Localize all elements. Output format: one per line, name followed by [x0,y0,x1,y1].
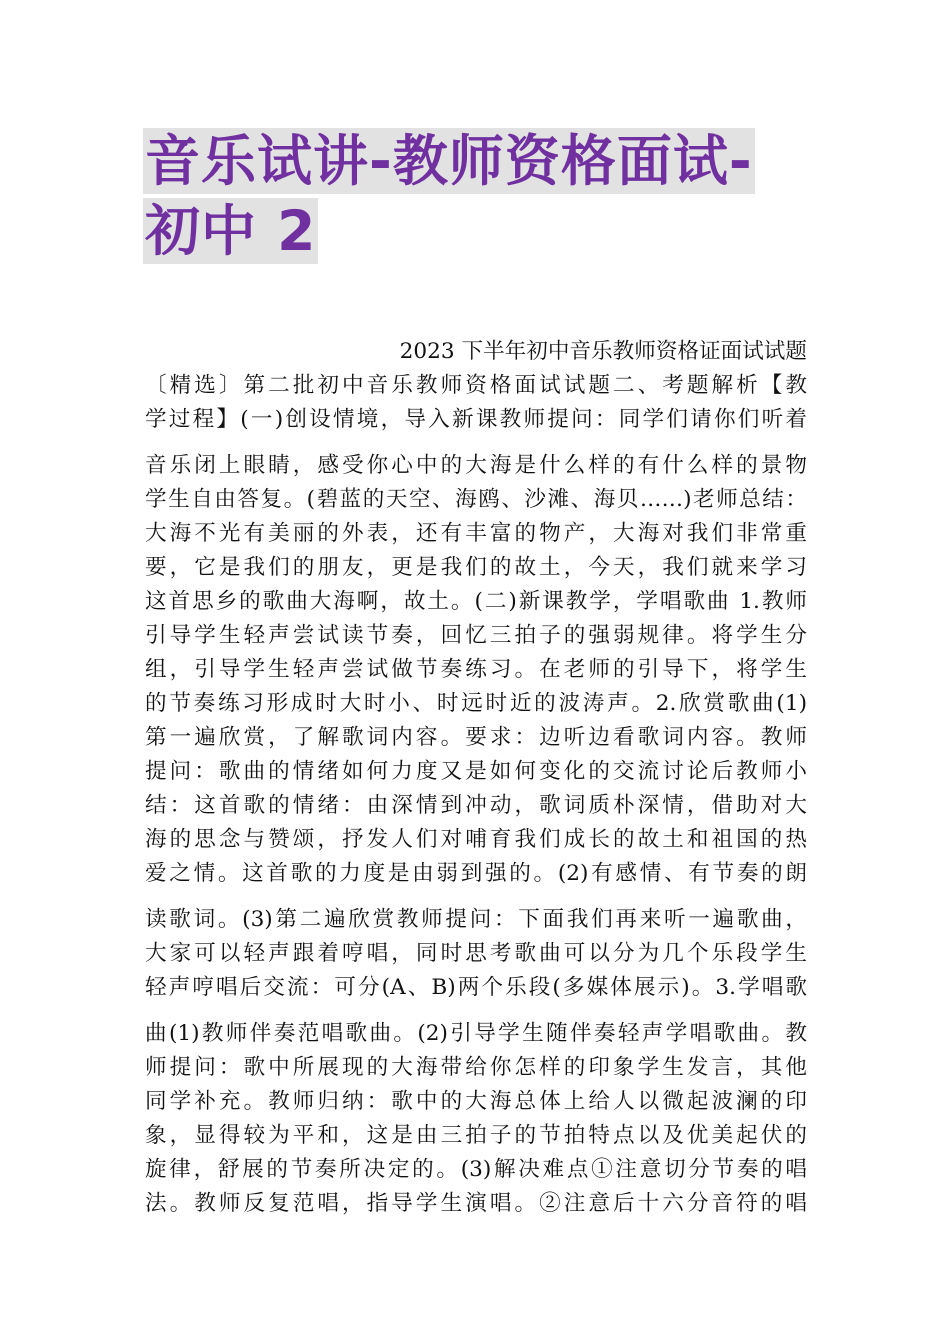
body-line: 同学补充。教师归纳：歌中的大海总体上给人以微起波澜的印 [145,1089,807,1114]
body-line: 海的思念与赞颂，抒发人们对哺育我们成长的故土和祖国的热 [145,827,807,852]
body-text [145,335,807,1221]
body-line: 2023 下半年初中音乐教师资格证面试试题 [399,339,807,364]
body-line: 这首思乡的歌曲大海啊，故土。(二)新课教学，学唱歌曲 1.教师 [145,589,807,614]
body-line: 轻声哼唱后交流：可分(A、B)两个乐段(多媒体展示)。3.学唱歌 [145,975,807,1000]
body-line: 结：这首歌的情绪：由深情到冲动，歌词质朴深情，借助对大 [145,793,807,818]
body-line: 提问：歌曲的情绪如何力度又是如何变化的交流讨论后教师小 [145,759,807,784]
title-line-2: 初中 2 [145,199,317,263]
body-line: 大家可以轻声跟着哼唱，同时思考歌曲可以分为几个乐段学生 [145,941,807,966]
document-title [143,128,823,268]
body-line: 音乐闭上眼睛，感受你心中的大海是什么样的有什么样的景物 [145,453,807,478]
body-line: 〔精选〕第二批初中音乐教师资格面试试题二、考题解析【教 [145,373,807,398]
body-line: 旋律，舒展的节奏所决定的。(3)解决难点①注意切分节奏的唱 [145,1157,807,1182]
body-line: 大海不光有美丽的外表，还有丰富的物产，大海对我们非常重 [145,521,807,546]
body-line: 组，引导学生轻声尝试做节奏练习。在老师的引导下，将学生 [145,657,807,682]
body-line: 的节奏练习形成时大时小、时远时近的波涛声。2.欣赏歌曲(1) [145,691,807,716]
title-line-1: 音乐试讲-教师资格面试- [145,129,753,193]
body-line: 师提问：歌中所展现的大海带给你怎样的印象学生发言，其他 [145,1055,807,1080]
body-line: 学过程】(一)创设情境，导入新课教师提问：同学们请你们听着 [145,407,807,432]
body-line: 要，它是我们的朋友，更是我们的故土，今天，我们就来学习 [145,555,807,580]
body-line: 读歌词。(3)第二遍欣赏教师提问：下面我们再来听一遍歌曲， [145,907,807,932]
body-line: 第一遍欣赏，了解歌词内容。要求：边听边看歌词内容。教师 [145,725,807,750]
body-line: 学生自由答复。(碧蓝的天空、海鸥、沙滩、海贝……)老师总结： [145,487,807,512]
body-line: 爱之情。这首歌的力度是由弱到强的。(2)有感情、有节奏的朗 [145,861,807,886]
body-line: 象，显得较为平和，这是由三拍子的节拍特点以及优美起伏的 [145,1123,807,1148]
body-line: 引导学生轻声尝试读节奏，回忆三拍子的强弱规律。将学生分 [145,623,807,648]
body-line: 曲(1)教师伴奏范唱歌曲。(2)引导学生随伴奏轻声学唱歌曲。教 [145,1021,807,1046]
body-line: 法。教师反复范唱，指导学生演唱。②注意后十六分音符的唱 [145,1191,807,1216]
